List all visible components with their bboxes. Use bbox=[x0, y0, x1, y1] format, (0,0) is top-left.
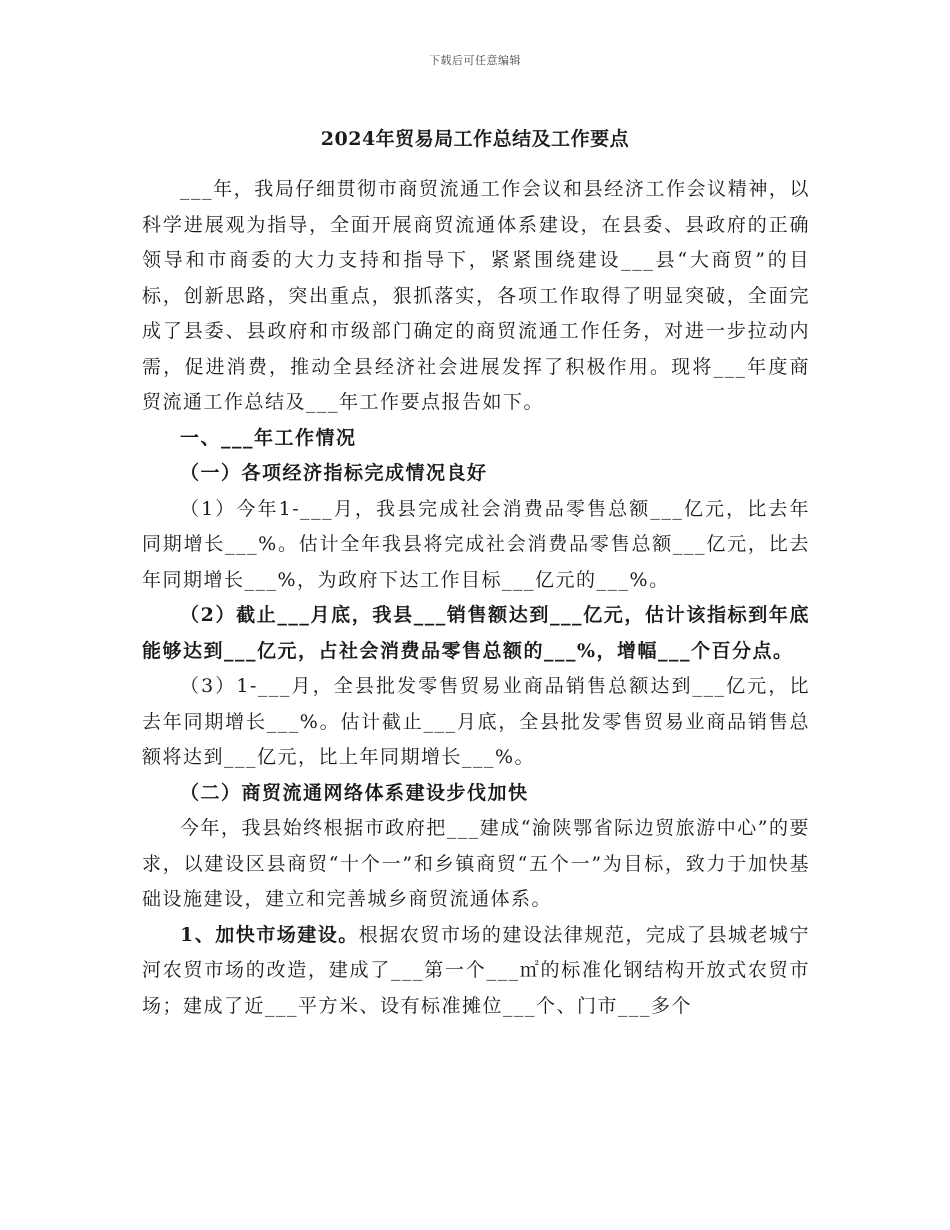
sub2-paragraph: 今年，我县始终根据市政府把___建成“渝陕鄂省际边贸旅游中心”的要求，以建设区县商贸“十个一”和乡镇商贸“五个一”为目标，致力于加快基础设施建设，建立和完善城乡商贸流通体系。 bbox=[142, 817, 810, 910]
intro-paragraph: ___年，我局仔细贯彻市商贸流通工作会议和县经济工作会议精神，以科学进展观为指导，全面开展商贸流通体系建设，在县委、县政府的正确领导和市商委的大力支持和指导下，紧紧围绕建设___县“大商贸”的目标，创新思路，突出重点，狠抓落实，各项工作取得了明显突破，全面完成了县委、县政府和市级部门确定的商贸流通工作任务，对进一步拉动内需，促进消费，推动全县经济社会进展发挥了积极作用。现将___年度商贸流通工作总结及___年工作要点报告如下。 bbox=[142, 178, 810, 413]
item1-paragraph: （1）今年1-___月，我县完成社会消费品零售总额___亿元，比去年同期增长___%。估计全年我县将完成社会消费品零售总额___亿元，比去年同期增长___%，为政府下达工作目标___亿元的___%。 bbox=[142, 497, 810, 591]
item3-paragraph: （3）1-___月，全县批发零售贸易业商品销售总额达到___亿元，比去年同期增长___%。估计截止___月底，全县批发零售贸易业商品销售总额将达到___亿元，比上年同期增长___%。 bbox=[142, 675, 810, 768]
market-text: 根据农贸市场的建设法律规范，完成了县城老城宁河农贸市场的改造，建成了___第一个___㎡的标准化钢结构开放式农贸市场；建成了近___平方米、设有标准摊位___个、门市___多个 bbox=[142, 923, 810, 1017]
document-title: 2024年贸易局工作总结及工作要点 bbox=[320, 128, 630, 150]
sub2-heading: （二）商贸流通网络体系建设步伐加快 bbox=[180, 781, 529, 804]
item2-paragraph: （2）截止___月底，我县___销售额达到___亿元，估计该指标到年底能够达到___亿元，占社会消费品零售总额的___%，增幅___个百分点。 bbox=[142, 604, 810, 662]
section1-heading: 一、___年工作情况 bbox=[180, 426, 357, 449]
market-lead: 1、加快市场建设。 bbox=[180, 923, 359, 946]
header-note: 下载后可任意编辑 bbox=[429, 54, 521, 67]
sub1-heading: （一）各项经济指标完成情况良好 bbox=[180, 462, 488, 484]
market-paragraph bbox=[142, 918, 810, 1025]
document-body bbox=[142, 172, 810, 1024]
